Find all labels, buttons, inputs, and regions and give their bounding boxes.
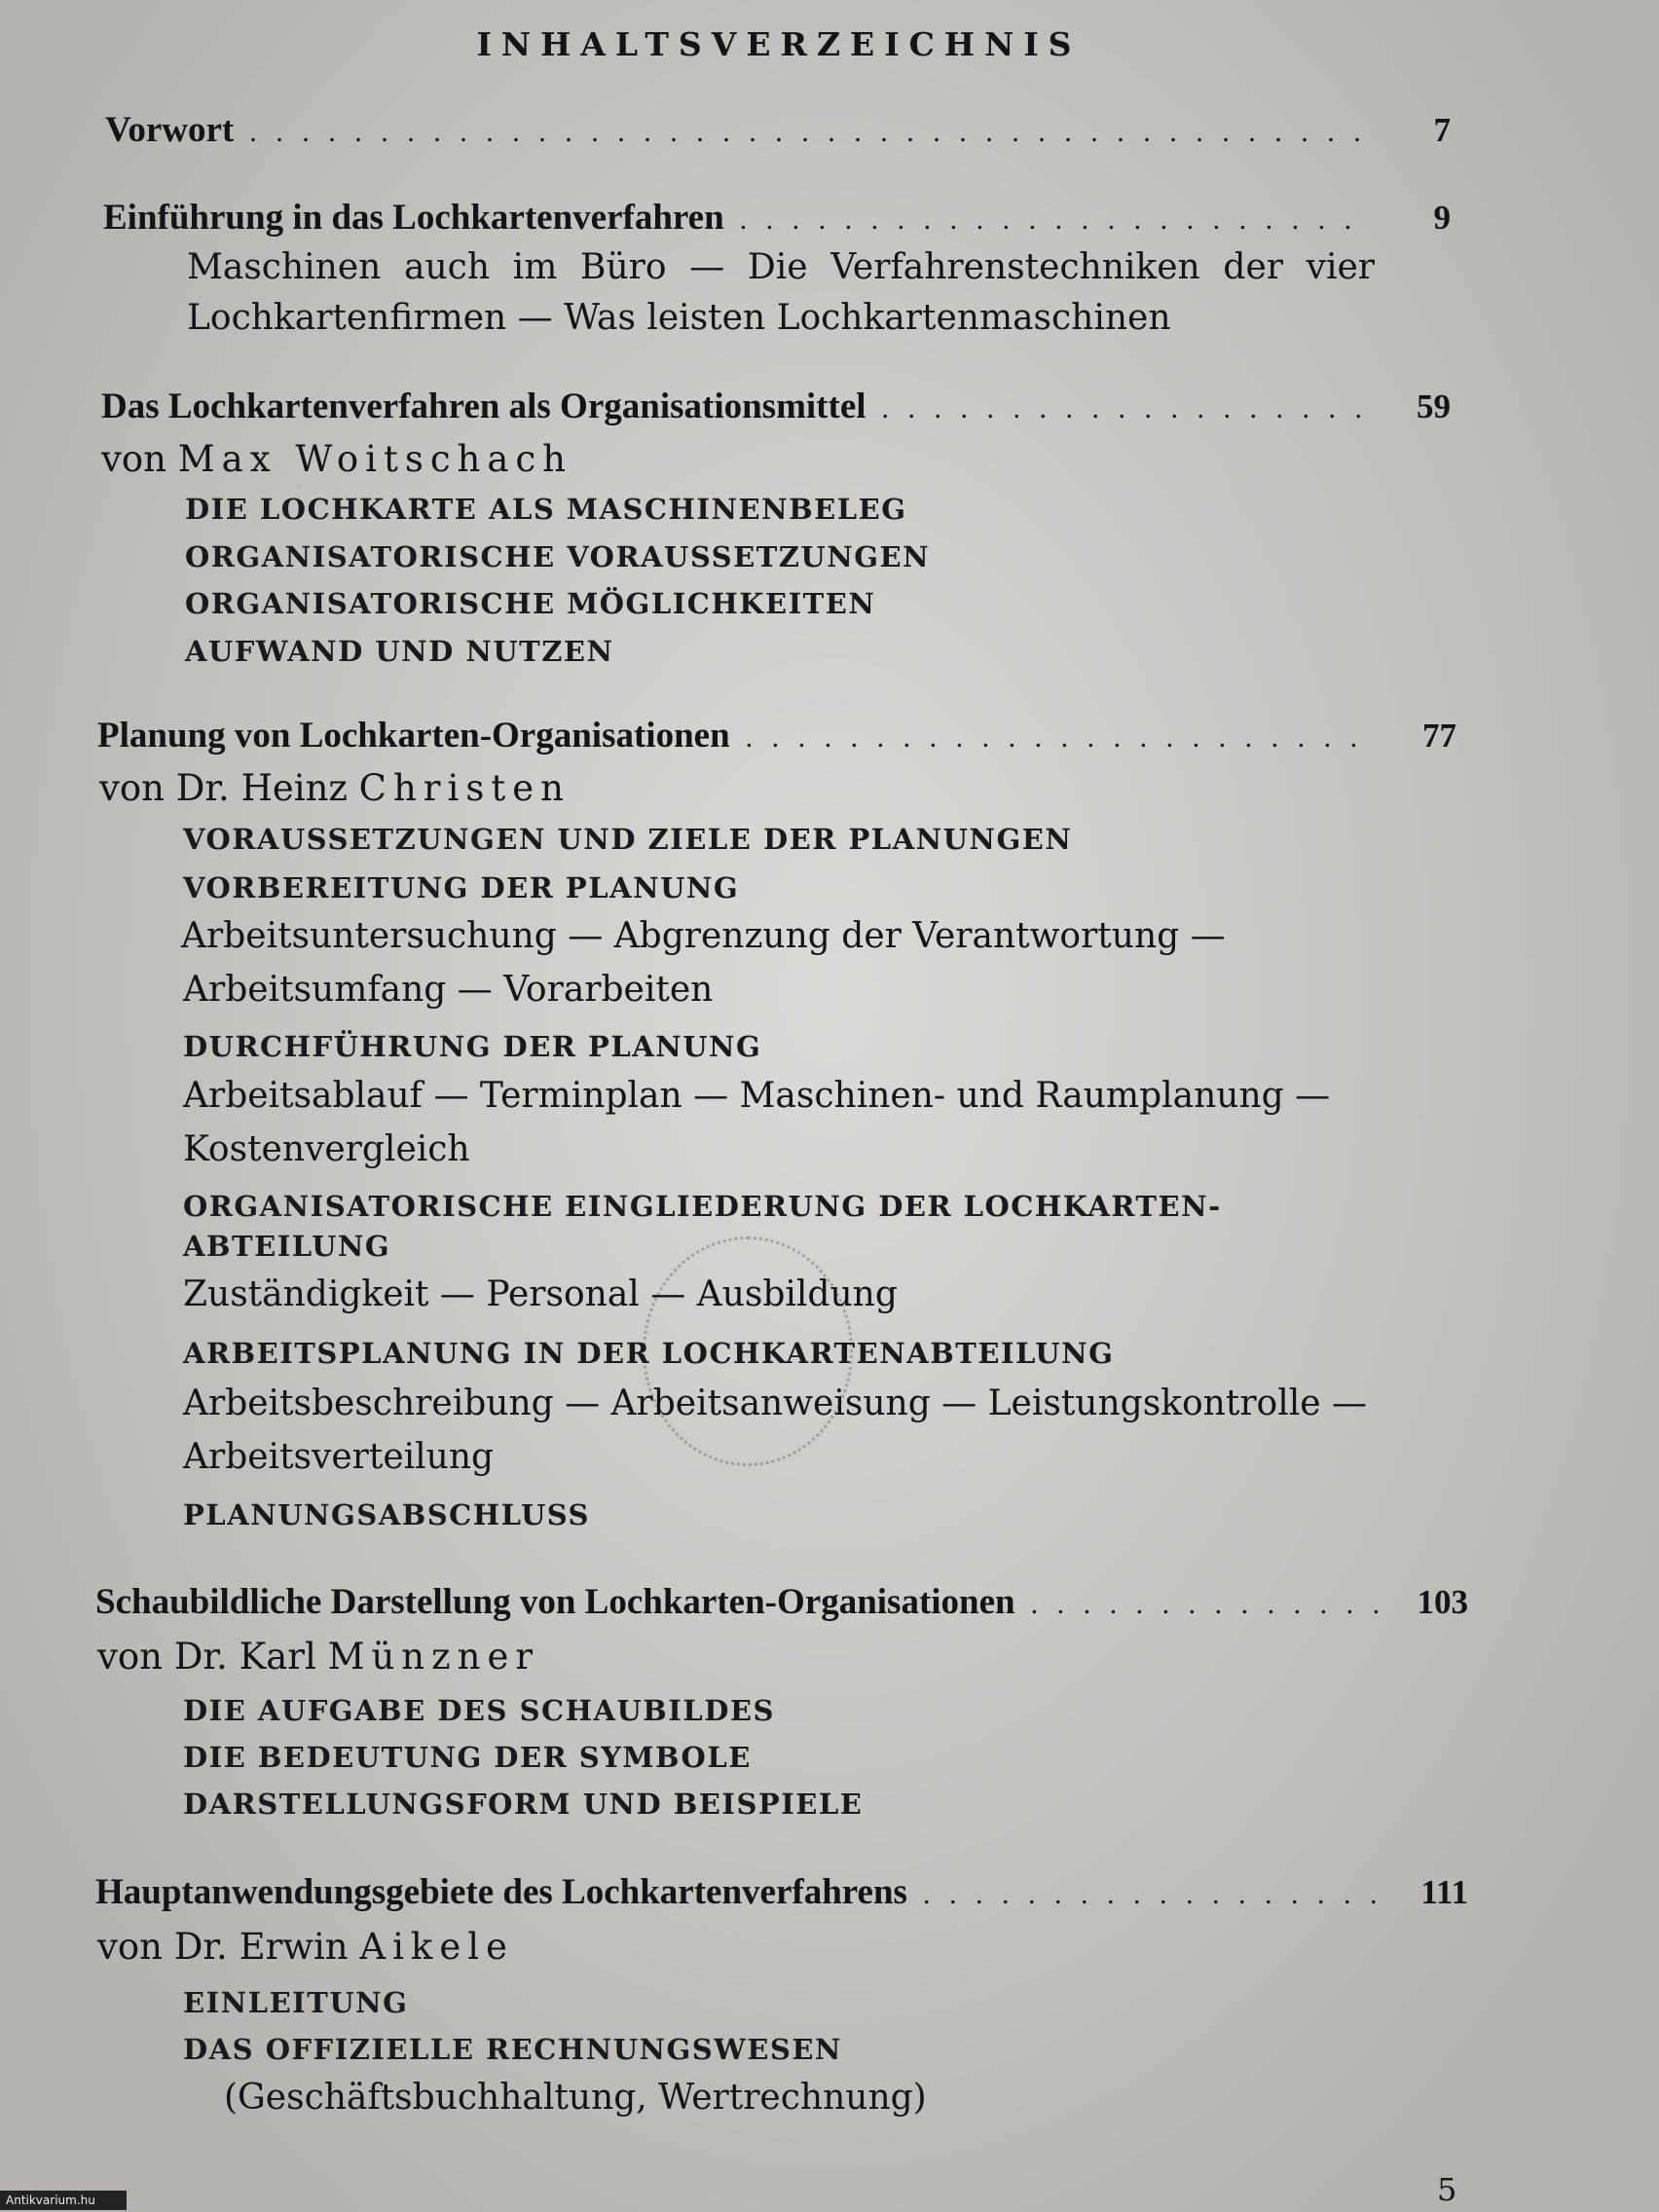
subtopics-line: Zuständigkeit — Personal — Ausbildung: [183, 1274, 898, 1314]
author-line: [101, 438, 572, 480]
section-caption: VORBEREITUNG DER PLANUNG: [183, 871, 740, 904]
entry-heading: Einführung in das Lochkartenverfahren: [103, 198, 724, 238]
author-line: [99, 767, 571, 809]
page-number: 103: [1417, 1583, 1468, 1621]
subtopics-line: Arbeitsbeschreibung — Arbeitsanweisung — Leistungskontrolle —: [183, 1383, 1367, 1423]
toc-entry-schaubildliche: [95, 1581, 1468, 1623]
page-number: 111: [1420, 1873, 1468, 1911]
toc-entry-planung: [97, 715, 1456, 756]
page-number: 59: [1417, 387, 1451, 425]
subtopics-line: Arbeitsuntersuchung — Abgrenzung der Verantwortung —: [181, 916, 1226, 956]
author-name: Münzner: [327, 1636, 540, 1677]
leader-dots: [1031, 1588, 1386, 1621]
section-caption: VORAUSSETZUNGEN UND ZIELE DER PLANUNGEN: [183, 823, 1073, 856]
watermark: Antikvarium.hu: [0, 2191, 127, 2210]
author-prefix: von Dr. Erwin: [97, 1926, 349, 1968]
entry-heading: Das Lochkartenverfahren als Organisationsmittel: [101, 387, 866, 426]
page-folio: 5: [1437, 2171, 1457, 2208]
section-caption: ORGANISATORISCHE VORAUSSETZUNGEN: [185, 540, 931, 573]
author-name: Max Woitschach: [177, 438, 573, 480]
page-number: 77: [1422, 717, 1456, 755]
section-caption: ARBEITSPLANUNG IN DER LOCHKARTENABTEILUNG: [183, 1337, 1115, 1370]
subtopics-line: Kostenvergleich: [183, 1129, 470, 1169]
subtopics-line: Lochkartenfirmen — Was leisten Lochkartenmaschinen: [187, 298, 1171, 338]
page-title: INHALTSVERZEICHNIS: [476, 25, 1082, 63]
subtopics-line: (Geschäftsbuchhaltung, Wertrechnung): [224, 2078, 927, 2118]
leader-dots: [740, 203, 1369, 237]
leader-dots: [249, 116, 1369, 149]
section-caption: ABTEILUNG: [183, 1230, 391, 1263]
author-name: Aikele: [359, 1926, 514, 1968]
entry-heading: Hauptanwendungsgebiete des Lochkartenverfahrens: [95, 1872, 907, 1912]
leader-dots: [882, 392, 1369, 425]
author-name: Christen: [358, 767, 571, 809]
author-prefix: von: [101, 438, 167, 480]
subtopics-line: Arbeitsverteilung: [183, 1437, 495, 1477]
section-caption: DIE LOCHKARTE ALS MASCHINENBELEG: [185, 493, 907, 526]
entry-heading: Vorwort: [105, 110, 235, 150]
author-prefix: von Dr. Heinz: [99, 767, 348, 809]
entry-heading: Planung von Lochkarten-Organisationen: [97, 716, 730, 756]
author-prefix: von Dr. Karl: [97, 1636, 316, 1677]
toc-entry-hauptanwendungsgebiete: [95, 1871, 1468, 1913]
section-caption: DURCHFÜHRUNG DER PLANUNG: [183, 1030, 762, 1063]
section-caption: DAS OFFIZIELLE RECHNUNGSWESEN: [183, 2033, 842, 2066]
page-number: 7: [1433, 111, 1451, 149]
page-number: 9: [1433, 199, 1451, 237]
section-caption: PLANUNGSABSCHLUSS: [183, 1498, 590, 1531]
section-caption: ORGANISATORISCHE EINGLIEDERUNG DER LOCHKARTEN-: [183, 1190, 1222, 1223]
section-caption: DIE BEDEUTUNG DER SYMBOLE: [183, 1741, 752, 1774]
toc-entry-einfuehrung: [103, 197, 1451, 239]
author-line: [97, 1636, 539, 1677]
section-caption: AUFWAND UND NUTZEN: [185, 635, 614, 668]
leader-dots: [923, 1878, 1386, 1911]
entry-heading: Schaubildliche Darstellung von Lochkarten-Organisationen: [95, 1582, 1015, 1622]
section-caption: EINLEITUNG: [183, 1986, 409, 2019]
leader-dots: [746, 721, 1375, 755]
author-line: [97, 1926, 514, 1968]
toc-entry-organisationsmittel: [101, 386, 1451, 427]
toc-entry-vorwort: [105, 109, 1451, 151]
section-caption: DIE AUFGABE DES SCHAUBILDES: [183, 1694, 775, 1727]
section-caption: DARSTELLUNGSFORM UND BEISPIELE: [183, 1788, 864, 1821]
subtopics-line: Maschinen auch im Büro — Die Verfahrenstechniken der vier: [187, 247, 1375, 287]
subtopics-line: Arbeitsablauf — Terminplan — Maschinen- und Raumplanung —: [183, 1076, 1331, 1116]
section-caption: ORGANISATORISCHE MÖGLICHKEITEN: [185, 587, 876, 620]
subtopics-line: Arbeitsumfang — Vorarbeiten: [183, 970, 714, 1010]
